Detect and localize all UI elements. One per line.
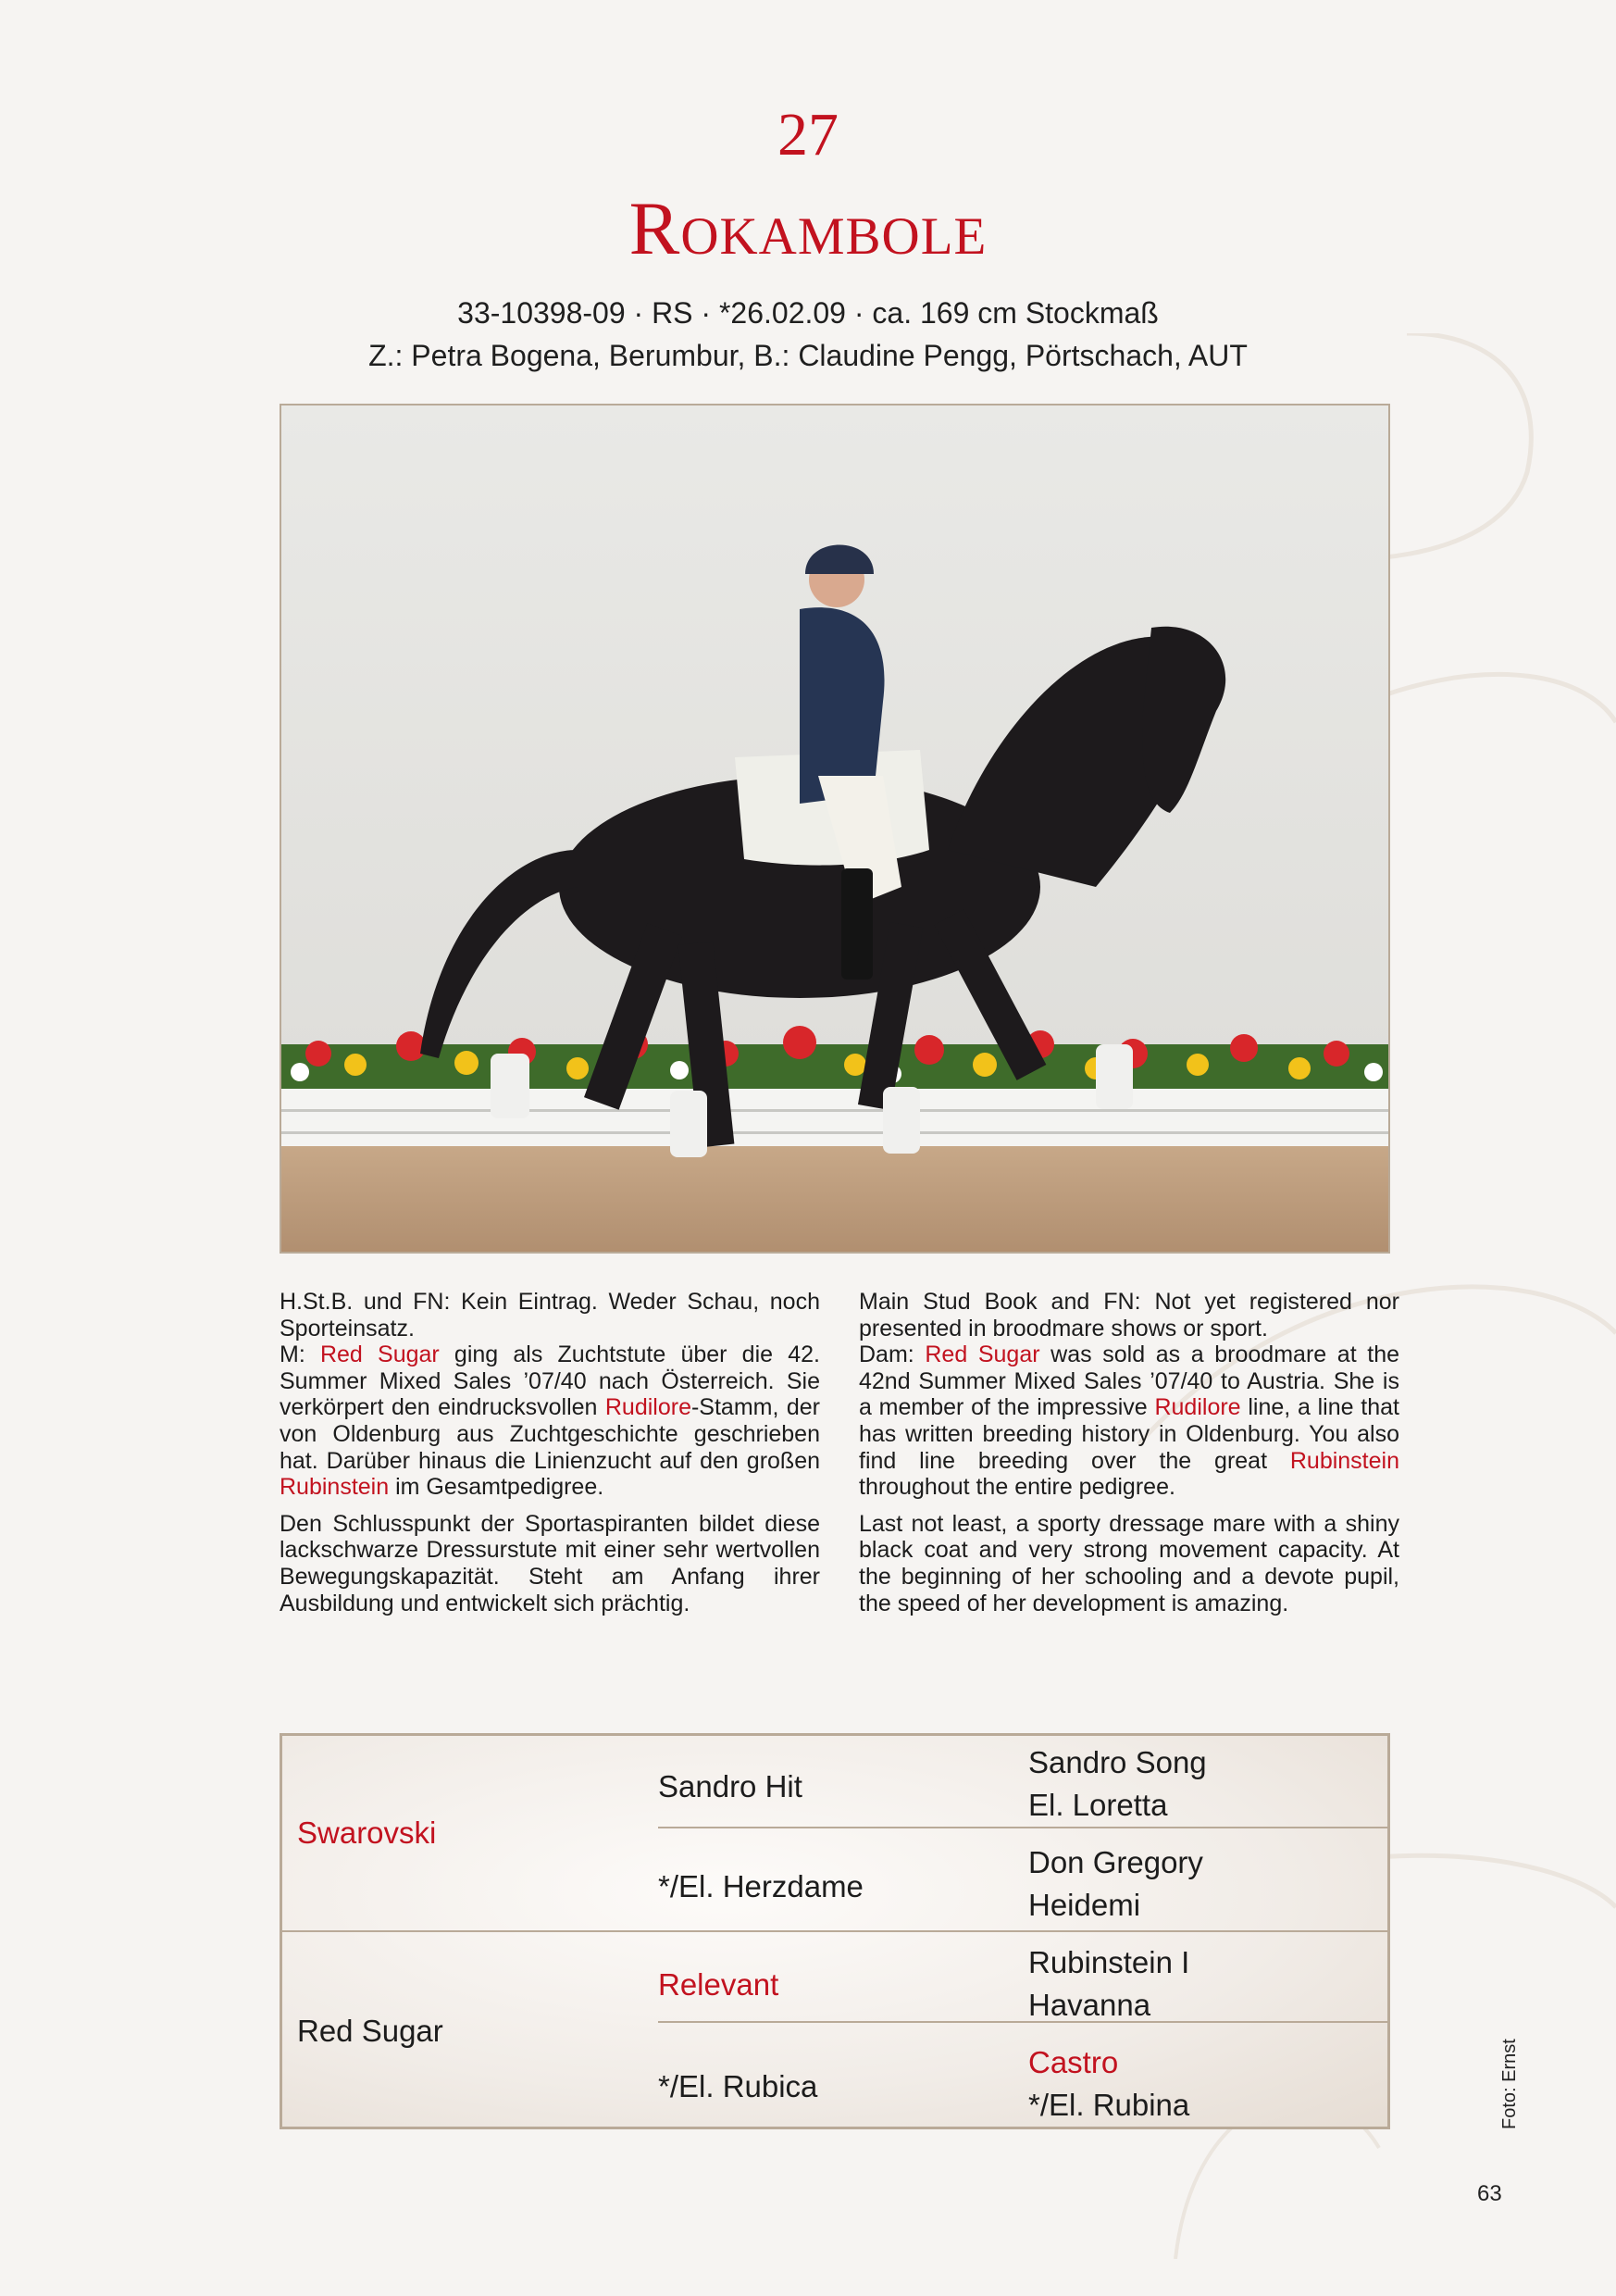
pedigree-ggp: Don Gregory: [1028, 1845, 1203, 1879]
description-english: [859, 1289, 1399, 1627]
photo-credit: Foto: Ernst: [1499, 2039, 1520, 2129]
pedigree-sire-dam: */El. Herzdame: [658, 1869, 864, 1903]
description-english-p1: Main Stud Book and FN: Not yet registered nor presented in broodmare shows or sport. Dam: Red Sugar was sold as a broodmare at the 42nd Summer Mixed Sales ’07/40 to Austria. She is a member of the impressive Rudilore line, a line that has written breeding history in Oldenburg. You also find line breeding over the great Rubinstein throughout the entire pedigree.: [859, 1289, 1400, 1501]
breeder-line: Z.: Petra Bogena, Berumbur, B.: Claudine Pengg, Pörtschach, AUT: [368, 339, 1248, 372]
description-german-p1: H.St.B. und FN: Kein Eintrag. Weder Schau, noch Sporteinsatz. M: Red Sugar ging als Zuchtstute über die 42. Summer Mixed Sales ’07/40 nach Österreich. Sie verkörpert den eindrucksvollen Rudilore-Stamm, der von Oldenburg aus Zuchtgeschichte geschrieben hat. Darüber hinaus die Linienzucht auf den großen Rubinstein im Gesamtpedigree.: [280, 1289, 820, 1501]
sire-line-name: Rubinstein: [280, 1474, 390, 1501]
horse-photo: [280, 404, 1390, 1254]
pedigree-ggp: Rubinstein I: [1028, 1945, 1190, 1979]
pedigree-sire-sire: Sandro Hit: [658, 1769, 802, 1803]
description-german-p2: Den Schlusspunkt der Sportaspiranten bildet diese lackschwarze Dressurstute mit einer sehr wertvollen Bewegungskapazität. Steht am Anfang ihrer Ausbildung und entwickelt sich prächtig.: [280, 1510, 820, 1616]
dam-line-name: Rudilore: [1154, 1394, 1241, 1421]
description-german: [280, 1289, 820, 1627]
pedigree-ggp: Havanna: [1028, 1988, 1151, 2022]
description-english-p2: Last not least, a sporty dressage mare with a shiny black coat and very strong movement capacity. At the beginning of her schooling and a devote pupil, the speed of her development is amazing.: [859, 1510, 1399, 1616]
sire-line-name: Rubinstein: [1289, 1447, 1399, 1474]
lot-number: 27: [777, 101, 839, 168]
pedigree-ggp: */El. Rubina: [1028, 2088, 1190, 2122]
pedigree-dam-sire: Relevant: [658, 1967, 779, 2002]
pedigree-divider: [658, 2021, 1387, 2023]
pedigree-dam-dam: */El. Rubica: [658, 2069, 818, 2103]
pedigree-ggp: Castro: [1028, 2045, 1119, 2079]
pedigree-ggp: El. Loretta: [1028, 1788, 1168, 1822]
dam-line-name: Rudilore: [604, 1394, 691, 1421]
pedigree-ggp: Sandro Song: [1028, 1745, 1207, 1779]
dam-link: Red Sugar: [925, 1341, 1040, 1368]
page-number: 63: [1477, 2181, 1502, 2206]
registration-line: 33-10398-09 · RS · *26.02.09 · ca. 169 cm Stockmaß: [457, 296, 1159, 330]
pedigree-table: [280, 1733, 1390, 2129]
pedigree-ggp: Heidemi: [1028, 1888, 1141, 1922]
pedigree-dam: Red Sugar: [297, 2014, 443, 2048]
pedigree-divider: [658, 1827, 1387, 1828]
pedigree-sire: Swarovski: [297, 1816, 437, 1850]
dam-link: Red Sugar: [319, 1341, 440, 1368]
pedigree-divider: [282, 1930, 1387, 1932]
horse-name: Rokambole: [628, 186, 988, 270]
